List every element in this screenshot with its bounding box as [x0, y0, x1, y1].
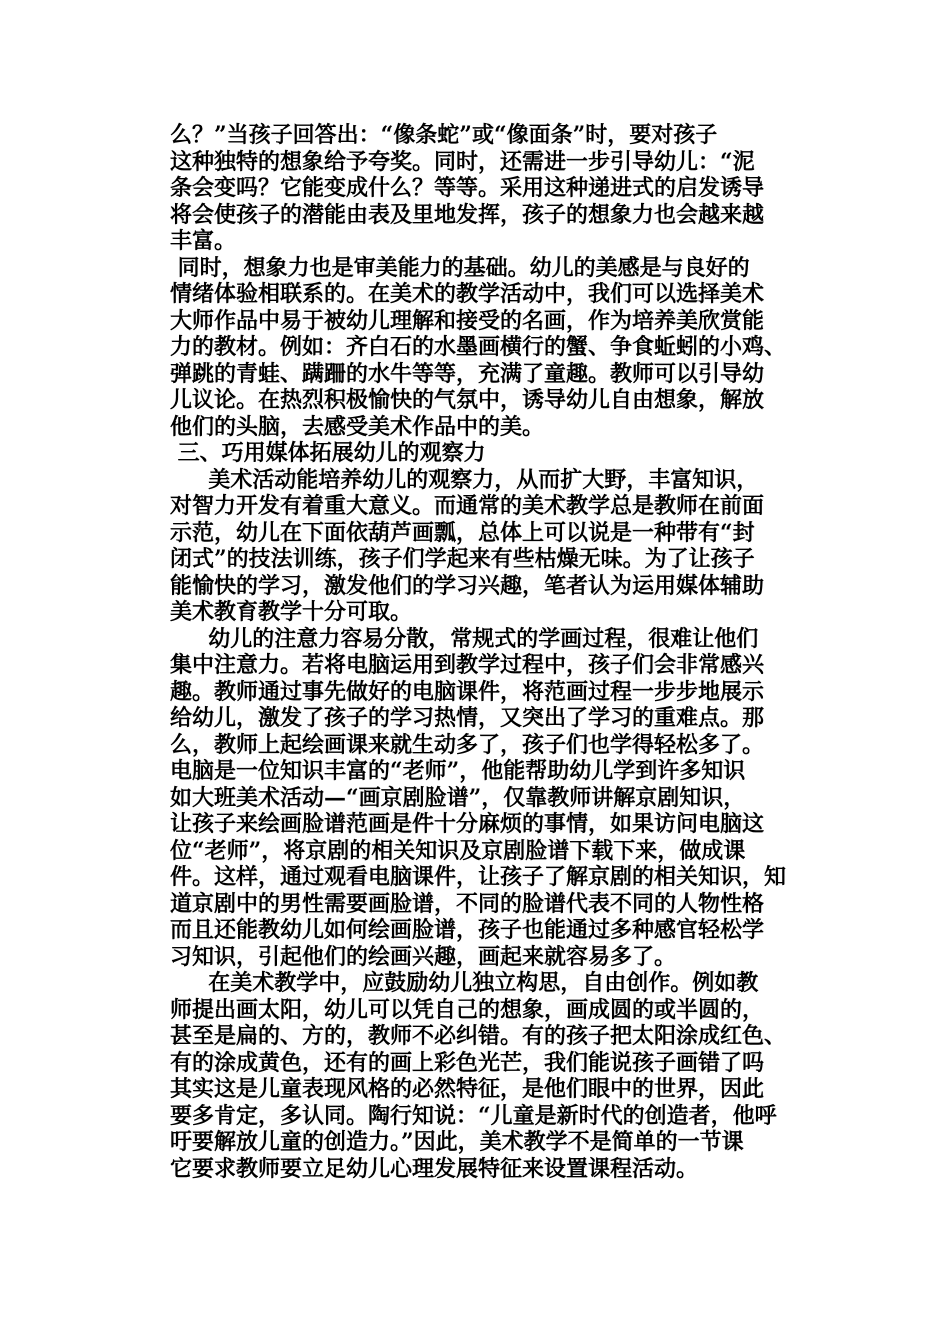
text-line: 三、巧用媒体拓展幼儿的观察力	[170, 440, 486, 466]
text-line: 力的教材。例如：齐白石的水墨画横行的蟹、争食蚯蚓的小鸡、	[170, 334, 787, 360]
text-line: 儿议论。在热烈积极愉快的气氛中，诱导幼儿自由想象，解放	[170, 387, 765, 413]
text-line: 同时，想象力也是审美能力的基础。幼儿的美感是与良好的	[170, 254, 750, 281]
text-line: 这种独特的想象给予夸奖。同时，还需进一步引导幼儿：“泥	[170, 148, 755, 175]
text-line: 其实这是儿童表现风格的必然特征，是他们眼中的世界，因此	[170, 1076, 765, 1102]
text-line: 么？”当孩子回答出：“像条蛇”或“像面条”时，要对孩子	[170, 122, 718, 148]
text-line: 美术活动能培养幼儿的观察力，从而扩大野，丰富知识，	[170, 466, 759, 493]
text-line: 而且还能教幼儿如何绘画脸谱，孩子也能通过多种感官轻松学	[170, 917, 765, 943]
text-line: 甚至是扁的、方的，教师不必纠错。有的孩子把太阳涂成红色、	[170, 1023, 787, 1049]
text-line: 将会使孩子的潜能由表及里地发挥，孩子的想象力也会越来越	[170, 201, 765, 228]
text-line: 让孩子来绘画脸谱范画是件十分麻烦的事情，如果访问电脑这	[170, 811, 765, 837]
text-line: 道京剧中的男性需要画脸谱，不同的脸谱代表不同的人物性格	[170, 890, 765, 917]
text-line: 情绪体验相联系的。在美术的教学活动中，我们可以选择美术	[170, 281, 765, 307]
text-line: 给幼儿，激发了孩子的学习热情，又突出了学习的重难点。那	[170, 705, 765, 731]
text-line: 如大班美术活动—“画京剧脸谱”，仅靠教师讲解京剧知识，	[170, 784, 746, 811]
text-line: 他们的头脑，去感受美术作品中的美。	[170, 413, 545, 440]
text-line: 示范，幼儿在下面依葫芦画瓢，总体上可以说是一种带有“封	[170, 519, 755, 546]
text-line: 丰富。	[170, 228, 237, 254]
text-line: 集中注意力。若将电脑运用到教学过程中，孩子们会非常感兴	[170, 652, 765, 678]
text-line: 弹跳的青蛙、蹒跚的水牛等等，充满了童趣。教师可以引导幼	[170, 360, 765, 387]
text-line: 美术教育教学十分可取。	[170, 599, 413, 625]
text-line: 闭式”的技法训练，孩子们学起来有些枯燥无味。为了让孩子	[170, 546, 755, 572]
text-line: 有的涂成黄色，还有的画上彩色光芒，我们能说孩子画错了吗	[170, 1049, 765, 1076]
text-line: 师提出画太阳，幼儿可以凭自己的想象，画成圆的或半圆的，	[170, 996, 765, 1023]
text-line: 件。这样，通过观看电脑课件，让孩子了解京剧的相关知识，知	[170, 864, 787, 890]
text-line: 位“老师”，将京剧的相关知识及京剧脸谱下载下来，做成课	[170, 837, 746, 864]
text-line: 在美术教学中，应鼓励幼儿独立构思，自由创作。例如教	[170, 970, 759, 996]
text-line: 么，教师上起绘画课来就生动多了，孩子们也学得轻松多了。	[170, 731, 765, 758]
text-line: 电脑是一位知识丰富的“老师”，他能帮助幼儿学到许多知识	[170, 758, 746, 784]
text-line: 要多肯定，多认同。陶行知说：“儿童是新时代的创造者，他呼	[170, 1102, 777, 1129]
text-line: 它要求教师要立足幼儿心理发展特征来设置课程活动。	[170, 1155, 699, 1182]
text-line: 吁要解放儿童的创造力。”因此，美术教学不是简单的一节课	[170, 1129, 744, 1155]
text-line: 对智力开发有着重大意义。而通常的美术教学总是教师在前面	[170, 493, 765, 519]
text-line: 趣。教师通过事先做好的电脑课件，将范画过程一步步地展示	[170, 678, 765, 705]
text-line: 能愉快的学习，激发他们的学习兴趣，笔者认为运用媒体辅助	[170, 572, 765, 599]
text-line: 习知识，引起他们的绘画兴趣，画起来就容易多了。	[170, 943, 677, 970]
text-line: 条会变吗？它能变成什么？等等。采用这种递进式的启发诱导	[170, 175, 765, 201]
body-text	[170, 122, 810, 1182]
text-line: 大师作品中易于被幼儿理解和接受的名画，作为培养美欣赏能	[170, 307, 765, 334]
text-line: 幼儿的注意力容易分散，常规式的学画过程，很难让他们	[170, 625, 759, 652]
